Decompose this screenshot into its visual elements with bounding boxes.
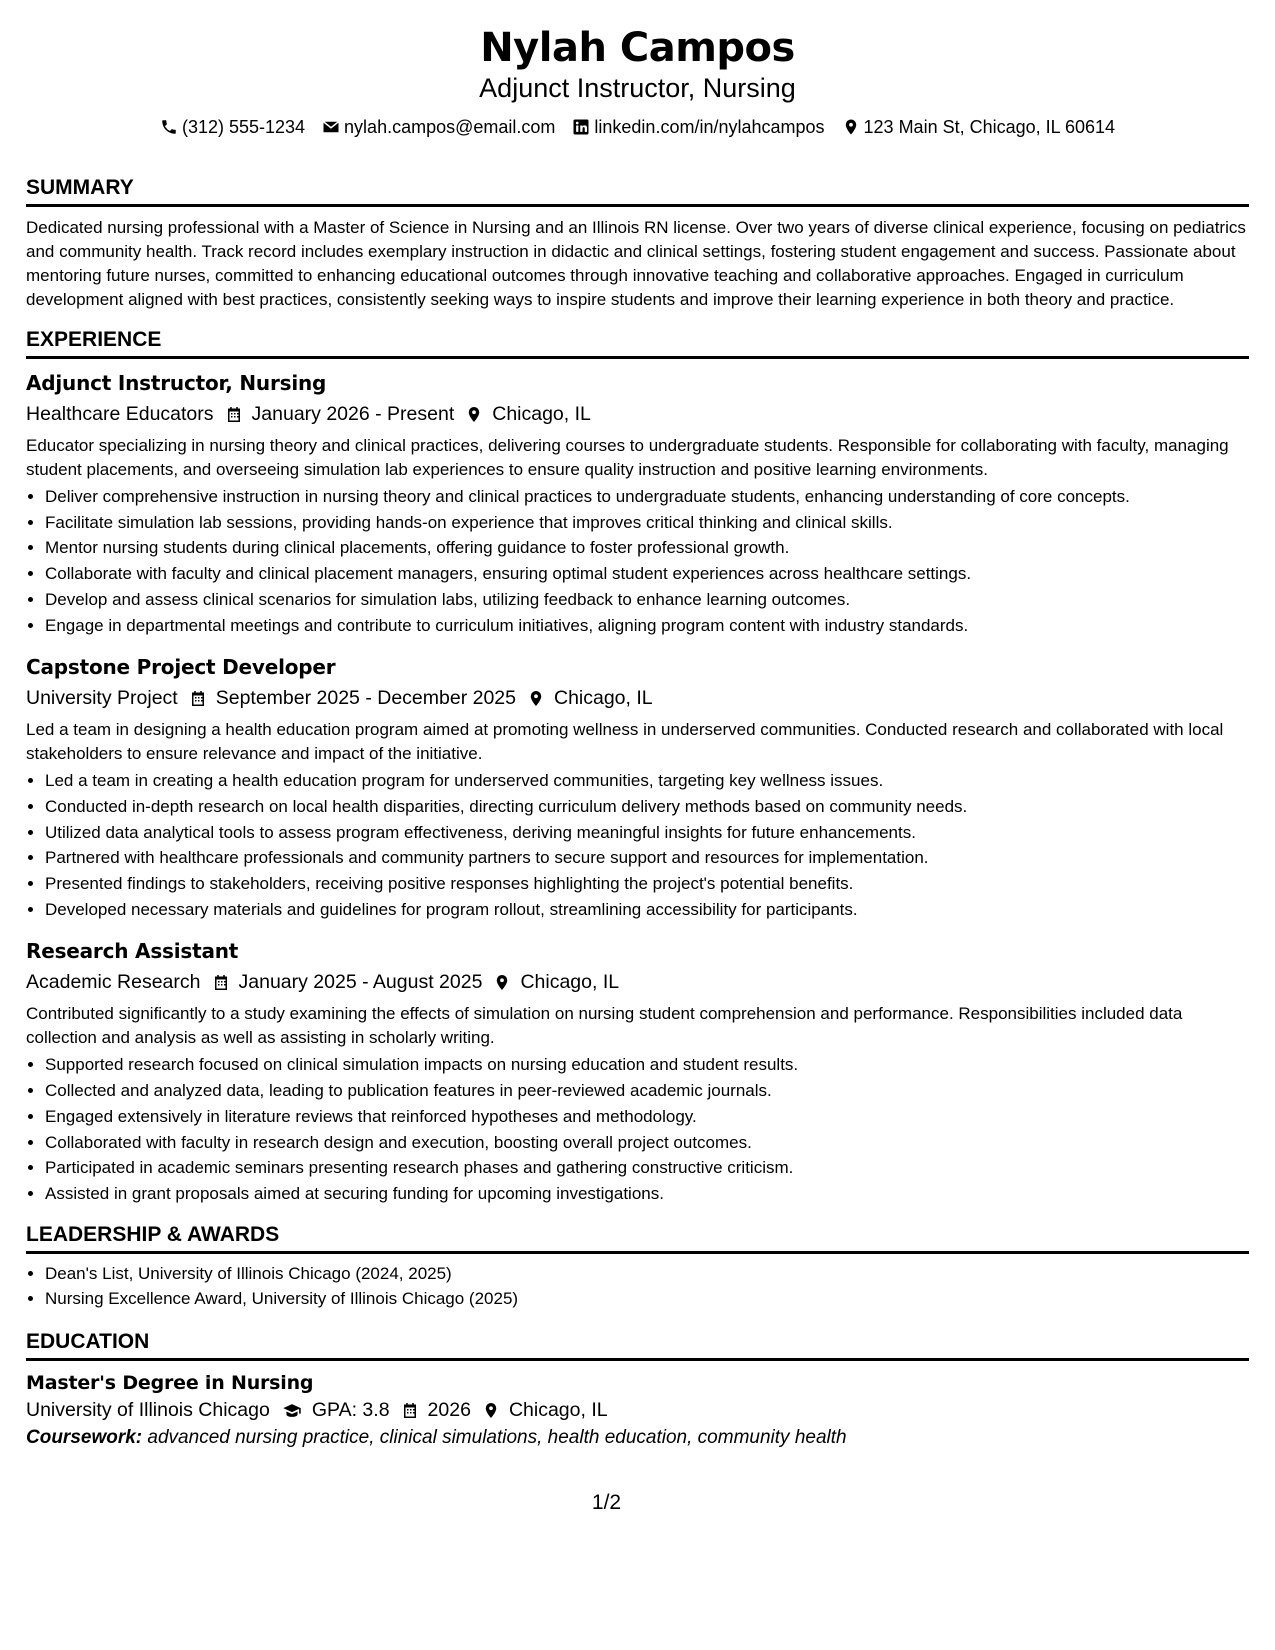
contact-linkedin[interactable] (572, 114, 824, 140)
linkedin-icon (572, 118, 590, 136)
job-bullets (26, 484, 1249, 638)
list-item: • Presented findings to stakeholders, receiving positive responses highlighting the project's potential benefits. (45, 871, 1249, 897)
gpa-text: GPA: 3.8 (311, 1399, 390, 1422)
list-item: • Engaged extensively in literature reviews that reinforced hypotheses and methodology. (45, 1104, 1249, 1130)
candidate-name: Nylah Campos (480, 25, 795, 71)
list-item: • Partnered with healthcare professionals and community partners to secure support and resources for implementation. (45, 845, 1249, 871)
contact-location (842, 114, 1116, 140)
list-item: • Collaborate with faculty and clinical placement managers, ensuring optimal student experiences across healthcare settings. (45, 561, 1249, 587)
job-meta (26, 684, 1249, 712)
list-item: • Utilized data analytical tools to assess program effectiveness, deriving meaningful insights for future enhancements. (45, 820, 1249, 846)
list-item: • Nursing Excellence Award, University of Illinois Chicago (2025) (45, 1286, 1249, 1312)
list-item: • Collected and analyzed data, leading to publication features in peer-reviewed academic journals. (45, 1078, 1249, 1104)
list-item: • Deliver comprehensive instruction in nursing theory and clinical practices to undergraduate students, enhancing understanding of core concepts. (45, 484, 1249, 510)
section-title-experience: EXPERIENCE (26, 326, 1249, 359)
job-location: Chicago, IL (520, 971, 620, 994)
job-description: Led a team in designing a health education program aimed at promoting wellness in underserved communities. Conducted research and collaborated with local stakeholders to ensure relevance and impact of the initiative. (26, 720, 1224, 764)
job-title: Research Assistant (26, 939, 239, 964)
calendar-icon (225, 405, 243, 424)
coursework-label: Coursework: (26, 1427, 143, 1449)
awards-list (26, 1261, 1249, 1312)
job-description: Educator specializing in nursing theory and clinical practices, delivering courses to undergraduate students. Responsible for collaborating with faculty, managing student placements, and overseeing simulation lab experiences to ensure quality instruction and positive learning environments. (26, 436, 1229, 479)
phone-icon (160, 118, 178, 136)
coursework-text: advanced nursing practice, clinical simulations, health education, community health (147, 1427, 847, 1449)
list-item: • Collaborated with faculty in research design and execution, boosting overall project outcomes. (45, 1130, 1249, 1156)
list-item: • Assisted in grant proposals aimed at securing funding for upcoming investigations. (45, 1181, 1249, 1207)
job-dates: September 2025 - December 2025 (215, 687, 516, 710)
experience-entry (26, 652, 1249, 922)
map-pin-icon (842, 118, 860, 136)
job-location: Chicago, IL (553, 687, 653, 710)
list-item: • Mentor nursing students during clinical placements, offering guidance to foster professional growth. (45, 535, 1249, 561)
section-title-awards: LEADERSHIP & AWARDS (26, 1221, 1249, 1254)
list-item: • Engage in departmental meetings and contribute to curriculum initiatives, aligning program content with industry standards. (45, 613, 1249, 639)
job-bullets (26, 768, 1249, 922)
page-number: 1/2 (591, 1491, 622, 1514)
linkedin-text: linkedin.com/in/nylahcampos (594, 117, 825, 137)
education-meta (26, 1396, 1249, 1424)
phone-text: (312) 555-1234 (181, 117, 306, 137)
school-name: University of Illinois Chicago (26, 1399, 270, 1422)
education-section (26, 1328, 1249, 1452)
section-title-summary: SUMMARY (26, 174, 1249, 207)
candidate-headline: Adjunct Instructor, Nursing (479, 73, 796, 103)
summary-text: Dedicated nursing professional with a Master of Science in Nursing and an Illinois RN license. Over two years of diverse clinical experience, focusing on pediatrics and community health. Track record includes exemplary instruction in didactic and clinical settings, fostering student engagement and success. Passionate about mentoring future nurses, committed to enhancing educational outcomes through innovative teaching and collaborative approaches. Engaged in curriculum development aligned with best practices, consistently seeking ways to inspire students and improve their learning experience in both theory and practice. (26, 218, 1246, 309)
list-item: • Develop and assess clinical scenarios for simulation labs, utilizing feedback to enhance learning outcomes. (45, 587, 1249, 613)
list-item: • Dean's List, University of Illinois Chicago (2024, 2025) (45, 1261, 1249, 1287)
job-bullets (26, 1052, 1249, 1206)
experience-entry (26, 936, 1249, 1206)
calendar-icon (189, 689, 207, 708)
education-location: Chicago, IL (508, 1399, 608, 1422)
degree-title: Master's Degree in Nursing (26, 1372, 314, 1395)
envelope-icon (322, 118, 340, 136)
education-year: 2026 (427, 1399, 471, 1422)
job-description: Contributed significantly to a study examining the effects of simulation on nursing student comprehension and performance. Responsibilities included data collection and analysis as well as assisting in scholarly writing. (26, 1004, 1183, 1048)
job-dates: January 2026 - Present (251, 403, 455, 425)
contact-row (26, 114, 1249, 140)
experience-section (26, 326, 1249, 1207)
map-pin-icon (493, 973, 511, 992)
resume-header (26, 24, 1249, 140)
contact-email[interactable] (322, 114, 555, 140)
awards-section (26, 1221, 1249, 1312)
summary-section (26, 174, 1249, 312)
experience-entry (26, 368, 1249, 638)
list-item: • Supported research focused on clinical simulation impacts on nursing education and student results. (45, 1052, 1249, 1078)
job-title: Capstone Project Developer (26, 655, 336, 680)
section-title-education: EDUCATION (26, 1328, 1249, 1361)
job-org: University Project (26, 687, 178, 710)
job-title: Adjunct Instructor, Nursing (26, 371, 327, 395)
contact-phone (160, 114, 305, 140)
list-item: • Conducted in-depth research on local health disparities, directing curriculum delivery methods based on community needs. (45, 794, 1249, 820)
list-item: • Led a team in creating a health education program for underserved communities, targeting key wellness issues. (45, 768, 1249, 794)
job-org: Academic Research (26, 971, 201, 994)
job-meta (26, 400, 1249, 428)
calendar-icon (212, 973, 230, 992)
coursework (26, 1424, 1249, 1452)
job-meta (26, 968, 1249, 996)
map-pin-icon (527, 689, 545, 708)
list-item: • Developed necessary materials and guidelines for program rollout, streamlining accessibility for participants. (45, 897, 1249, 923)
map-pin-icon (482, 1401, 500, 1420)
job-location: Chicago, IL (492, 403, 591, 425)
job-org: Healthcare Educators (26, 403, 214, 425)
email-text: nylah.campos@email.com (344, 117, 556, 137)
graduation-cap-icon (281, 1401, 303, 1420)
job-dates: January 2025 - August 2025 (238, 971, 483, 994)
list-item: • Facilitate simulation lab sessions, providing hands-on experience that improves critical thinking and clinical skills. (45, 510, 1249, 536)
map-pin-icon (465, 405, 483, 424)
location-text: 123 Main St, Chicago, IL 60614 (863, 117, 1116, 137)
resume-page (26, 24, 1249, 1452)
calendar-icon (401, 1401, 419, 1420)
list-item: • Participated in academic seminars presenting research phases and gathering constructive criticism. (45, 1155, 1249, 1181)
